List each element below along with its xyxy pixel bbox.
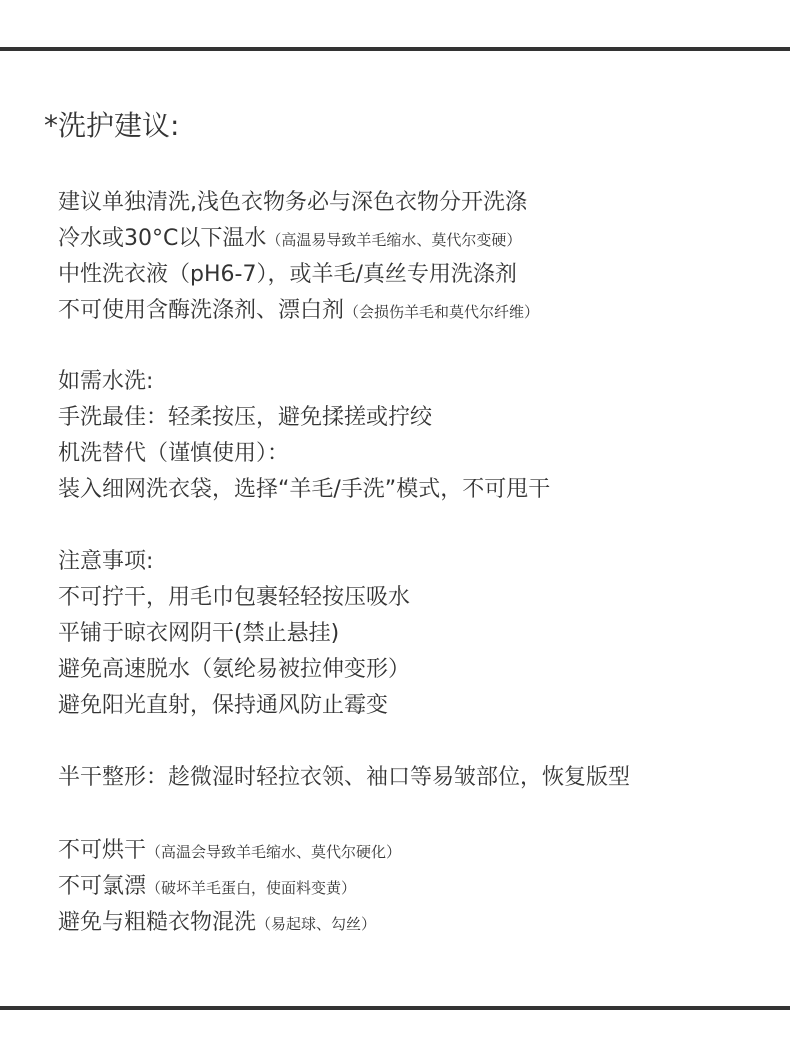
section-title-notice: 注意事项: bbox=[58, 549, 154, 574]
care-line: 不可拧干，用毛巾包裹轻轻按压吸水 bbox=[58, 585, 411, 610]
care-line: 冷水或30°C以下温水（高温易导致羊毛缩水、莫代尔变硬） bbox=[58, 226, 522, 251]
care-note: （高温易导致羊毛缩水、莫代尔变硬） bbox=[266, 231, 522, 249]
care-note: （易起球、勾丝） bbox=[256, 915, 377, 933]
bottom-divider bbox=[0, 1006, 790, 1010]
page-heading: *洗护建议: bbox=[44, 109, 180, 142]
care-line: 不可使用含酶洗涤剂、漂白剂（会损伤羊毛和莫代尔纤维） bbox=[58, 298, 540, 323]
care-line: 避免与粗糙衣物混洗（易起球、勾丝） bbox=[58, 910, 377, 935]
care-line: 避免阳光直射，保持通风防止霉变 bbox=[58, 693, 389, 718]
care-line: 中性洗衣液（pH6-7），或羊毛/真丝专用洗涤剂 bbox=[58, 262, 517, 287]
care-line: 平铺于晾衣网阴干(禁止悬挂) bbox=[58, 621, 340, 646]
care-note: （破坏羊毛蛋白，使面料变黄） bbox=[146, 879, 357, 897]
care-line-shaping: 半干整形：趁微湿时轻拉衣领、袖口等易皱部位，恢复版型 bbox=[58, 765, 631, 790]
care-line: 手洗最佳：轻柔按压，避免揉搓或拧绞 bbox=[58, 405, 433, 430]
section-title-wash: 如需水洗: bbox=[58, 369, 154, 394]
care-line: 建议单独清洗,浅色衣物务必与深色衣物分开洗涤 bbox=[58, 190, 527, 215]
care-line: 装入细网洗衣袋，选择“羊毛/手洗”模式，不可甩干 bbox=[58, 477, 551, 502]
care-note: （会损伤羊毛和莫代尔纤维） bbox=[344, 303, 540, 321]
care-line: 不可烘干（高温会导致羊毛缩水、莫代尔硬化） bbox=[58, 838, 402, 863]
top-divider bbox=[0, 47, 790, 51]
care-note: （高温会导致羊毛缩水、莫代尔硬化） bbox=[146, 843, 402, 861]
care-line: 不可氯漂（破坏羊毛蛋白，使面料变黄） bbox=[58, 874, 357, 899]
care-line: 避免高速脱水（氨纶易被拉伸变形） bbox=[58, 657, 411, 682]
care-line: 机洗替代（谨慎使用）： bbox=[58, 441, 290, 466]
